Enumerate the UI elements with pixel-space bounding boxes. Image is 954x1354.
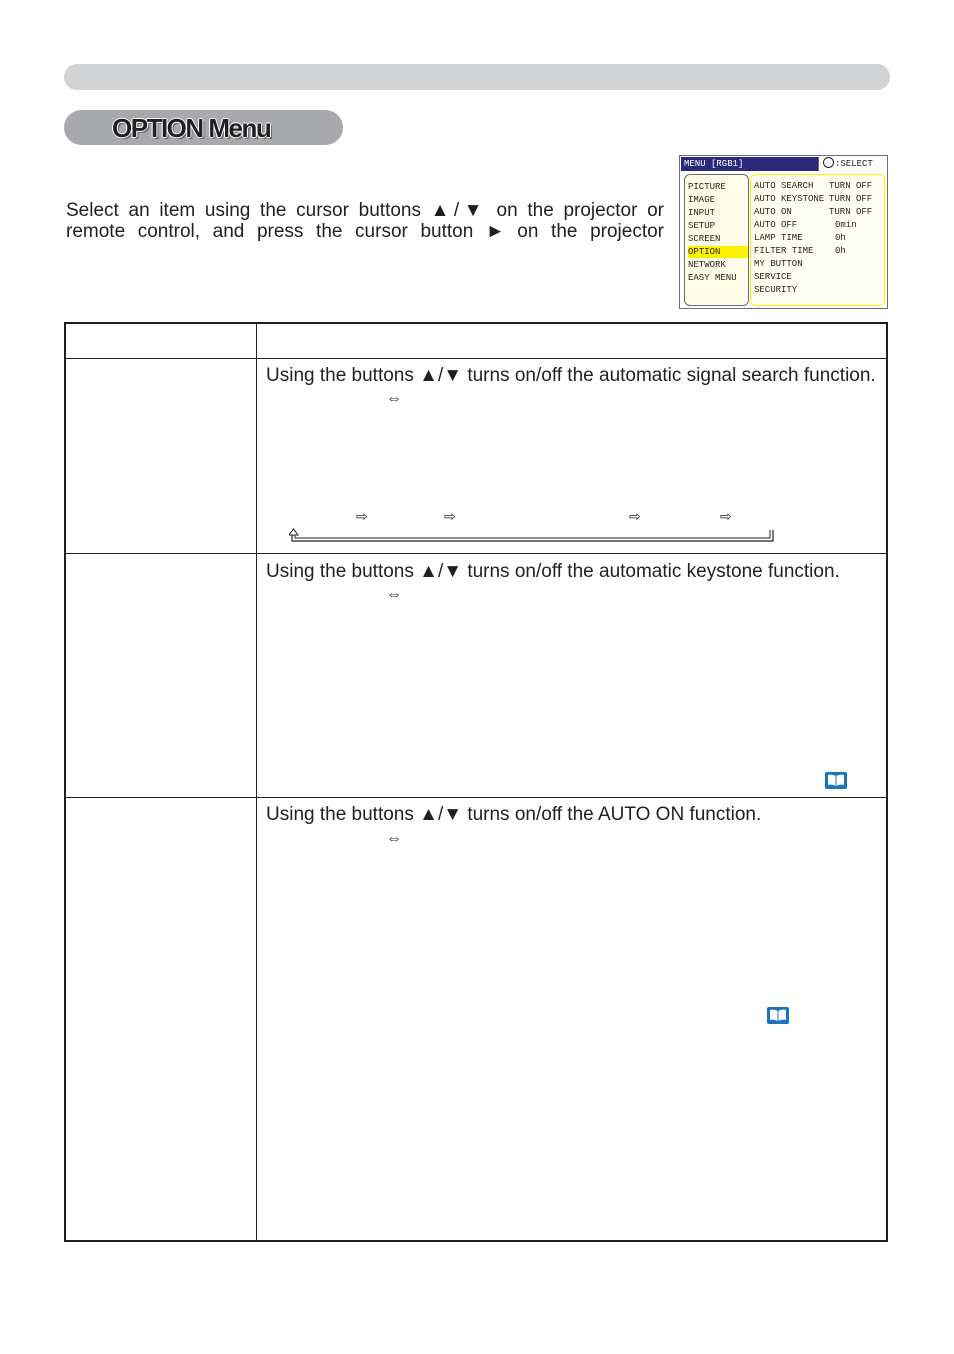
loop-back-arrow-icon xyxy=(289,528,775,543)
select-knob-icon xyxy=(823,157,834,168)
osd-setting-value: 0h xyxy=(835,246,846,256)
intro-paragraph xyxy=(66,200,664,242)
right-arrow-icon: ⇨ xyxy=(444,508,456,524)
page-title: OPTION Menu xyxy=(112,113,271,143)
osd-select-hint xyxy=(818,157,886,171)
header-bar xyxy=(64,64,890,90)
toggle-arrow-icon: ⇔ xyxy=(386,830,402,847)
osd-setting-label: SECURITY xyxy=(754,285,798,295)
toggle-arrow-icon: ⇔ xyxy=(386,390,402,407)
osd-menu-item-picture: PICTURE xyxy=(688,182,726,192)
osd-settings-list xyxy=(750,174,885,306)
header-row-divider xyxy=(66,358,886,359)
row-divider xyxy=(66,553,886,554)
row-auto-search-description: Using the buttons ▲/▼ turns on/off the automatic signal search function. xyxy=(266,365,876,386)
right-arrow-icon: ⇨ xyxy=(720,508,732,524)
osd-menu-item-setup: SETUP xyxy=(688,221,716,231)
osd-menu-list xyxy=(684,174,749,306)
osd-menu-screenshot xyxy=(679,155,888,309)
osd-setting-value: TURN OFF xyxy=(829,207,873,217)
osd-header: MENU [RGB1] xyxy=(681,157,818,171)
toggle-arrow-icon: ⇔ xyxy=(386,586,402,603)
osd-setting-label: FILTER TIME xyxy=(754,246,814,256)
osd-menu-item-option: OPTION xyxy=(688,246,748,258)
right-arrow-icon: ⇨ xyxy=(629,508,641,524)
osd-setting-value: 0min xyxy=(835,220,857,230)
osd-setting-label: AUTO KEYSTONE xyxy=(754,194,825,204)
page-title-pill xyxy=(64,110,343,145)
book-reference-icon xyxy=(767,1007,789,1024)
column-divider xyxy=(256,324,257,1240)
intro-line-1: Select an item using the cursor buttons ▲/▼ on the projector or xyxy=(66,200,664,221)
osd-setting-value: TURN OFF xyxy=(829,194,873,204)
option-menu-table xyxy=(64,322,888,1242)
osd-menu-item-easy-menu: EASY MENU xyxy=(688,273,737,283)
osd-select-label: :SELECT xyxy=(835,159,873,169)
osd-menu-item-screen: SCREEN xyxy=(688,234,721,244)
row-divider xyxy=(66,797,886,798)
osd-setting-value: 0h xyxy=(835,233,846,243)
osd-setting-label: AUTO OFF xyxy=(754,220,798,230)
row-auto-on-description: Using the buttons ▲/▼ turns on/off the AUTO ON function. xyxy=(266,804,762,825)
osd-setting-label: AUTO SEARCH xyxy=(754,181,814,191)
osd-menu-item-network: NETWORK xyxy=(688,260,726,270)
intro-line-2: remote control, and press the cursor button ► on the projector xyxy=(66,221,664,242)
osd-setting-value: TURN OFF xyxy=(829,181,873,191)
osd-setting-label: LAMP TIME xyxy=(754,233,803,243)
osd-setting-label: AUTO ON xyxy=(754,207,792,217)
osd-menu-item-input: INPUT xyxy=(688,208,716,218)
book-reference-icon xyxy=(825,772,847,789)
right-arrow-icon: ⇨ xyxy=(356,508,368,524)
osd-setting-label: SERVICE xyxy=(754,272,792,282)
row-auto-keystone-description: Using the buttons ▲/▼ turns on/off the automatic keystone function. xyxy=(266,561,840,582)
osd-menu-item-image: IMAGE xyxy=(688,195,716,205)
osd-setting-label: MY BUTTON xyxy=(754,259,803,269)
